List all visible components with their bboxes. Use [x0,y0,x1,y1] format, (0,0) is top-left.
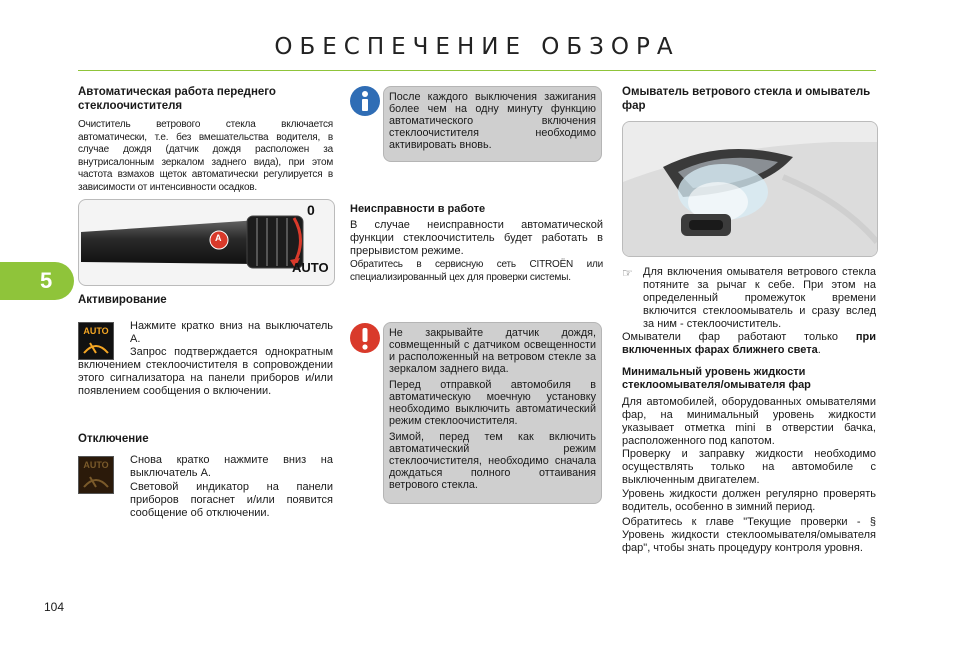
activation-p1: Нажмите кратко вниз на выключатель A. [130,320,333,345]
min-level-p2: Проверку и заправку жидкости необходимо осуществлять только на автомобиле с выключенным двигателем. [622,448,876,486]
deactivation-heading: Отключение [78,433,149,445]
chapter-number: 5 [40,268,53,293]
auto-wiper-intro: Очиститель ветрового стекла включается автоматически, т.е. без вмешательства водителя, в случае дождя (датчик дождя расположен за внутрисалонным зеркалом заднего вида), при этом частота взмахов щеток автоматически регулируется в зависимости от интенсивности осадков. [78,119,333,193]
auto-wiper-off-icon: AUTO [78,456,114,494]
washer-heading: Омыватель ветрового стекла и омыватель фар [622,86,871,112]
stalk-label-auto: AUTO [292,260,329,275]
wiper-stalk-illustration: A 0 AUTO [78,199,335,286]
warning-note [383,322,602,504]
pointer-bullet-icon: ☞ [622,266,633,280]
chapter-tab [0,262,74,300]
lamps-note: Омыватели фар работают только при включенных фарах ближнего света. [622,331,876,356]
auto-wiper-active-icon: AUTO [78,322,114,360]
info-note [383,86,602,162]
headlamp-washer-illustration [622,121,878,257]
activation-p2: Запрос подтверждается однократным включением стеклоочистителя в сопровождении этого сигнализатора на панели приборов и/или появлением сообщения о включении. [78,346,333,397]
fault-heading: Неисправности в работе [350,203,486,215]
fault-p1: В случае неисправности автоматической функции стеклоочиститель будет работать в прерывистом режиме. [350,219,603,257]
min-level-heading: Минимальный уровень жидкости стеклоомывателя/омывателя фар [622,366,811,391]
min-level-p4: Обратитесь к главе "Текущие проверки - § Уровень жидкости стеклоомывателя/омывателя фар", чтобы знать процедуру контроля уровня. [622,516,876,554]
info-note-text: После каждого выключения зажигания более чем на одну минуту функцию автоматического включения стеклоочистителя необходимо активировать вновь. [389,91,596,151]
min-level-p3: Уровень жидкости должен регулярно проверять водитель, особенно в зимний период. [622,488,876,513]
stalk-label-zero: 0 [307,202,315,218]
warning-p2: Перед отправкой автомобиля в автоматическую моечную установку необходимо выключить автоматический режим стеклоочистителя. [389,379,596,427]
page-title: ОБЕСПЕЧЕНИЕ ОБЗОРА [274,34,680,60]
warning-icon [350,323,380,353]
activation-heading: Активирование [78,294,167,306]
title-rule [78,70,876,71]
warning-p3: Зимой, перед тем как включить автоматический режим стеклоочистителя, необходимо сначала дождаться полного оттаивания ветрового стекла. [389,431,596,491]
min-level-p1: Для автомобилей, оборудованных омывателями фар, на минимальный уровень жидкости указывает отметка mini в отверстии бачка, расположенного под капотом. [622,396,876,447]
deactivation-p1: Снова кратко нажмите вниз на выключатель A. [130,454,333,479]
warning-p1: Не закрывайте датчик дождя, совмещенный с датчиком освещенности и расположенный на ветровом стекле за зеркалом заднего вида. [389,327,596,375]
headlamp-image [623,122,877,256]
auto-wiper-heading: Автоматическая работа переднего стеклоочистителя [78,86,276,112]
washer-bullet: Для включения омывателя ветрового стекла потяните за рычаг к себе. При этом на определенный промежуток времени включится стеклоомыватель и сразу вслед за ним - стеклоочиститель. [643,266,876,330]
fault-p2: Обратитесь в сервисную сеть CITROËN или специализированный цех для проверки системы. [350,259,603,283]
page-number: 104 [44,600,65,614]
info-icon [350,86,380,116]
deactivation-p2: Световой индикатор на панели приборов погаснет и/или появится сообщение об отключении. [130,481,333,519]
